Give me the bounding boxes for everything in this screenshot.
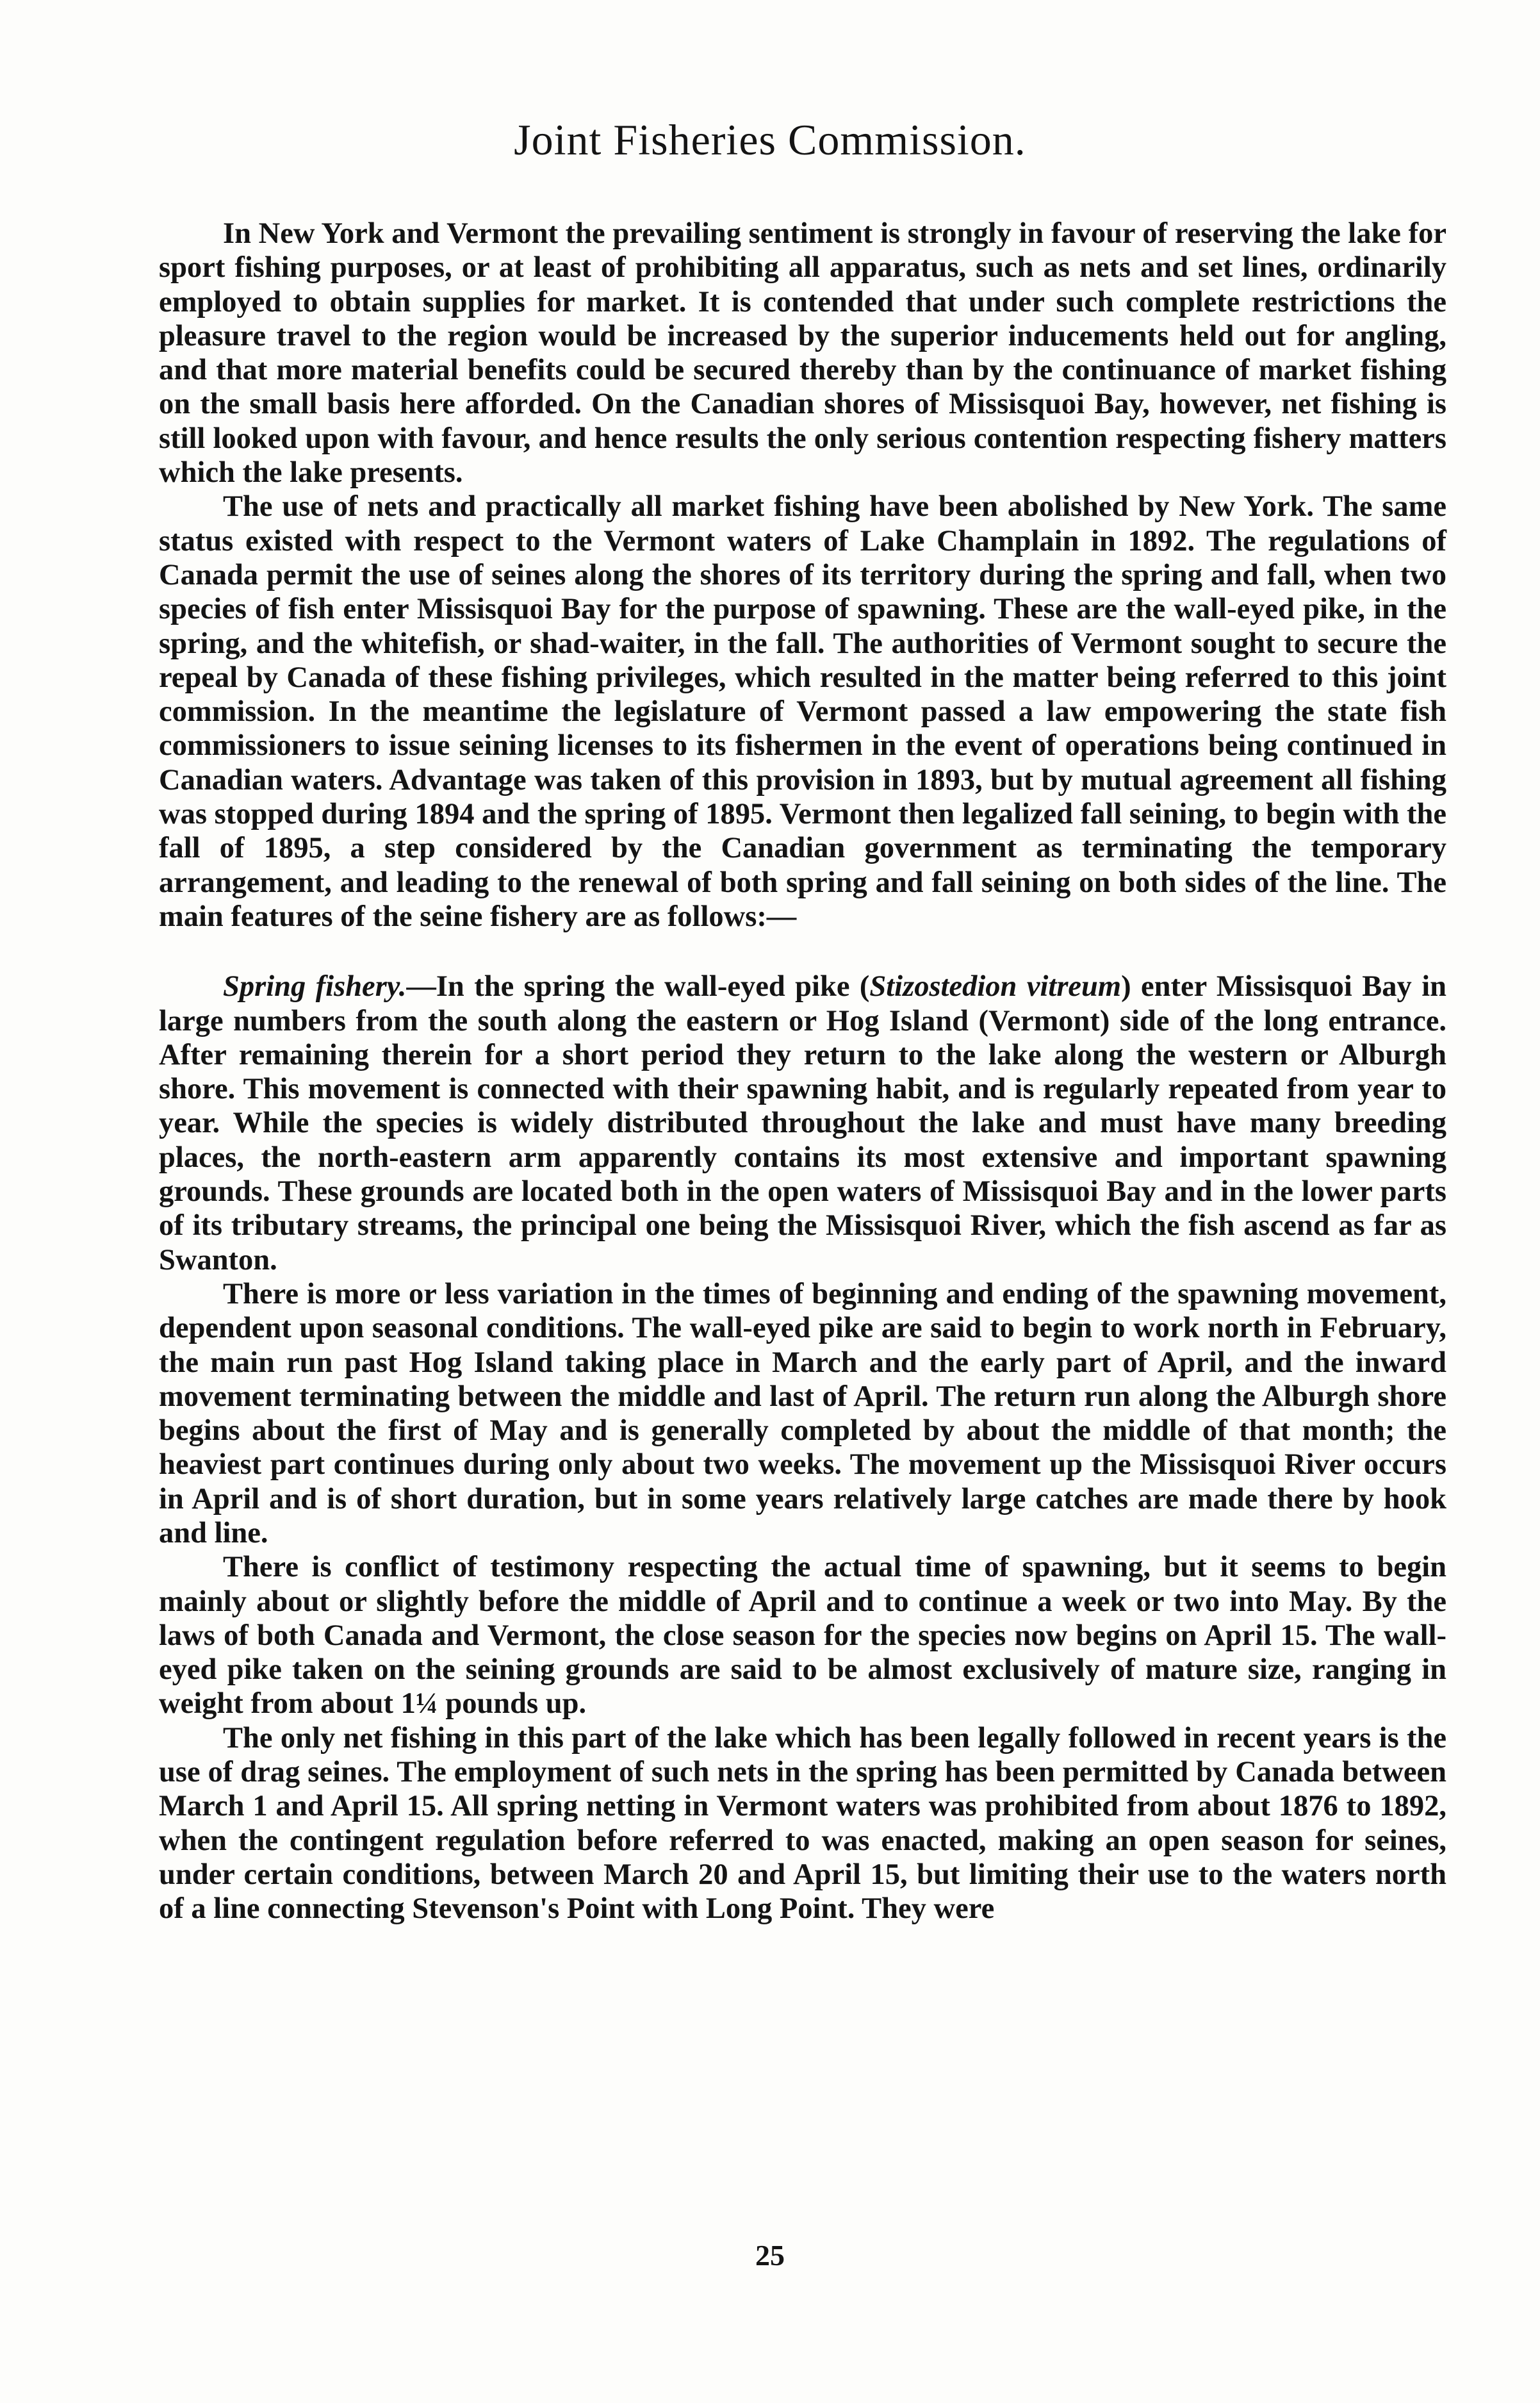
paragraph-spawning-time: There is conflict of testimony respecting the actual time of spawning, but it seems to begin mainly about or slightly before the middle of April and to continue a week or two into May. By the laws of both Canada and Vermont, the close season for the species now begins on April 15. The wall-eyed pike taken on the seining grounds are said to be almost exclusively of mature size, ranging in weight from about 1¼ pounds up. — [159, 1551, 1446, 1721]
paragraph-net-fishing: The only net fishing in this part of the lake which has been legally followed in recent years is the use of drag seines. The employment of such nets in the spring has been permitted by Canada between March 1 and April 15. All spring netting in Vermont waters was prohibited from about 1876 to 1892, when the contingent regulation before referred to was enacted, making an open season for seines, under certain conditions, between March 20 and April 15, but limiting their use to the waters north of a line connecting Stevenson's Point with Long Point. They were — [159, 1721, 1446, 1926]
spring-fishery-heading: Spring fishery. — [223, 970, 407, 1003]
spring-fishery-text-a: —In the spring the wall-eyed pike ( — [406, 970, 870, 1003]
spring-fishery-text-b: ) enter Missisquoi Bay in large numbers from the south along the eastern or Hog Island (Vermont) side of the long entrance. After remaining therein for a short period they return to the lake along the western or Alburgh shore. This movement is connected with their spawning habit, and is regularly repeated from year to year. While the species is widely distributed throughout the lake and must have many breeding places, the north-eastern arm apparently contains its most extensive and important spawning grounds. These grounds are located both in the open waters of Missisquoi Bay and in the lower parts of its tributary streams, the principal one being the Missisquoi River, which the fish ascend as far as Swanton. — [159, 970, 1447, 1276]
page-number: 25 — [755, 2239, 785, 2272]
paragraph-regulations: The use of nets and practically all market fishing have been abolished by New York. The same status existed with respect to the Vermont waters of Lake Champlain in 1892. The regulations of Canada permit the use of seines along the shores of its territory during the spring and fall, when two species of fish enter Missisquoi Bay for the purpose of spawning. These are the wall-eyed pike, in the spring, and the whitefish, or shad-waiter, in the fall. The authorities of Vermont sought to secure the repeal by Canada of these fishing privileges, which resulted in the matter being referred to this joint commission. In the meantime the legislature of Vermont passed a law empowering the state fish commissioners to issue seining licenses to its fishermen in the event of operations being continued in Canadian waters. Advantage was taken of this provision in 1893, but by mutual agreement all fishing was stopped during 1894 and the spring of 1895. Vermont then legalized fall seining, to begin with the fall of 1895, a step considered by the Canadian government as terminating the temporary arrangement, and leading to the renewal of both spring and fall seining on both sides of the line. The main features of the seine fishery are as follows:— — [159, 490, 1446, 933]
species-name: Stizostedion vitreum — [869, 970, 1122, 1003]
running-head: Joint Fisheries Commission. — [514, 115, 1026, 164]
paragraph-spawning-movement: There is more or less variation in the times of beginning and ending of the spawning movement, dependent upon seasonal conditions. The wall-eyed pike are said to begin to work north in February, the main run past Hog Island taking place in March and the early part of April, and the inward movement terminating between the middle and last of April. The return run along the Alburgh shore begins about the first of May and is generally completed by about the middle of that month; the heaviest part continues during only about two weeks. The movement up the Missisquoi River occurs in April and is of short duration, but in some years relatively large catches are made there by hook and line. — [159, 1277, 1446, 1549]
paragraph-spring-fishery — [159, 970, 1446, 1277]
body-text — [159, 217, 1446, 1926]
paragraph-sentiment: In New York and Vermont the prevailing sentiment is strongly in favour of reserving the lake for sport fishing purposes, or at least of prohibiting all apparatus, such as nets and set lines, ordinarily employed to obtain supplies for market. It is contended that under such complete restrictions the pleasure travel to the region would be increased by the superior inducements held out for angling, and that more material benefits could be secured thereby than by the continuance of market fishing on the small basis here afforded. On the Canadian shores of Missisquoi Bay, however, net fishing is still looked upon with favour, and hence results the only serious contention respecting fishery matters which the lake presents. — [159, 217, 1446, 490]
